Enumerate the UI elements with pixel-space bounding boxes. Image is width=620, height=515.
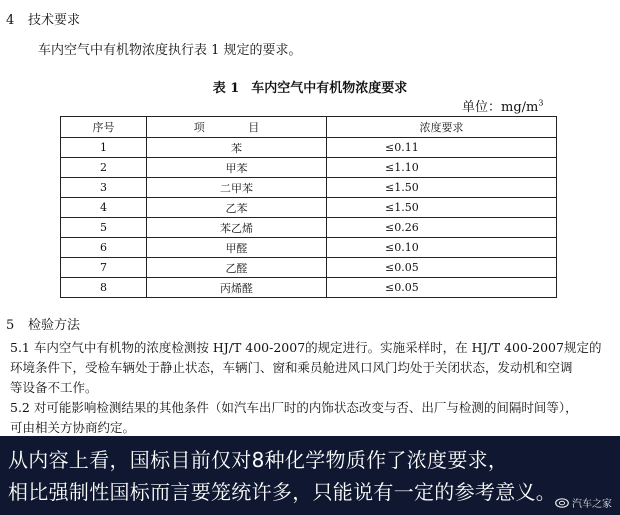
row-substance: 乙醛: [147, 258, 327, 278]
row-substance: 苯: [147, 138, 327, 158]
clause-5-1-line: 环境条件下，受检车辆处于静止状态，车辆门、窗和乘员舱进风口风门均处于关闭状态，发动机和空调: [10, 360, 573, 375]
row-index: 8: [61, 278, 147, 298]
clause-5-1: [10, 338, 601, 398]
row-limit: ≤0.05: [327, 278, 557, 298]
caption-line-2: 相比强制性国标而言要笼统许多，只能说有一定的参考意义。: [8, 480, 557, 504]
row-index: 5: [61, 218, 147, 238]
row-index: 3: [61, 178, 147, 198]
header-item: 项 目: [147, 117, 327, 138]
section-4-intro: 车内空气中有机物浓度执行表 1 规定的要求。: [38, 43, 302, 58]
table-row: [61, 218, 557, 238]
row-index: 4: [61, 198, 147, 218]
section-5-number: 5: [6, 318, 15, 333]
row-substance: 苯乙烯: [147, 218, 327, 238]
table-row: [61, 158, 557, 178]
row-limit: ≤1.10: [327, 158, 557, 178]
unit-superscript: 3: [538, 98, 544, 108]
header-index: 序号: [61, 117, 147, 138]
row-substance: 乙苯: [147, 198, 327, 218]
row-substance: 甲醛: [147, 238, 327, 258]
row-index: 1: [61, 138, 147, 158]
row-index: 6: [61, 238, 147, 258]
table-number: 表 1: [212, 81, 240, 96]
table-row: [61, 138, 557, 158]
row-limit: ≤0.05: [327, 258, 557, 278]
table-unit: [462, 96, 543, 115]
clause-5-2: [10, 398, 578, 438]
row-limit: ≤0.10: [327, 238, 557, 258]
row-substance: 丙烯醛: [147, 278, 327, 298]
concentration-table: [60, 116, 557, 298]
table-row: [61, 198, 557, 218]
row-limit: ≤1.50: [327, 198, 557, 218]
section-5-heading: [6, 314, 80, 333]
table-row: [61, 238, 557, 258]
row-limit: ≤1.50: [327, 178, 557, 198]
row-substance: 甲苯: [147, 158, 327, 178]
header-limit: 浓度要求: [327, 117, 557, 138]
table-row: [61, 258, 557, 278]
row-limit: ≤0.26: [327, 218, 557, 238]
caption-line-1: 从内容上看，国标目前仅对8种化学物质作了浓度要求，: [8, 448, 509, 472]
clause-5-1-line: 5.1 车内空气中有机物的浓度检测按 HJ/T 400-2007的规定进行。实施采样时，在 HJ/T 400-2007规定的: [10, 340, 602, 355]
autohome-logo-icon: [555, 498, 569, 508]
table-title-text: 车内空气中有机物浓度要求: [251, 81, 408, 96]
row-index: 2: [61, 158, 147, 178]
row-limit: ≤0.11: [327, 138, 557, 158]
table-title: [0, 77, 620, 96]
section-4-title: 技术要求: [28, 13, 81, 28]
row-index: 7: [61, 258, 147, 278]
table-row: [61, 278, 557, 298]
section-5-title: 检验方法: [28, 318, 81, 333]
unit-prefix: 单位：mg/m: [462, 100, 539, 115]
clause-5-1-line: 等设备不工作。: [10, 380, 98, 395]
section-4-heading: [6, 9, 80, 28]
table-row: [61, 178, 557, 198]
clause-5-2-line: 5.2 对可能影响检测结果的其他条件（如汽车出厂时的内饰状态改变与否、出厂与检测的间隔时间等），: [10, 400, 578, 415]
row-substance: 二甲苯: [147, 178, 327, 198]
watermark-text: 汽车之家: [572, 499, 612, 510]
table-header-row: [61, 117, 557, 138]
section-4-number: 4: [6, 13, 15, 28]
clause-5-2-line: 可由相关方协商约定。: [10, 420, 136, 435]
watermark: [555, 495, 612, 510]
